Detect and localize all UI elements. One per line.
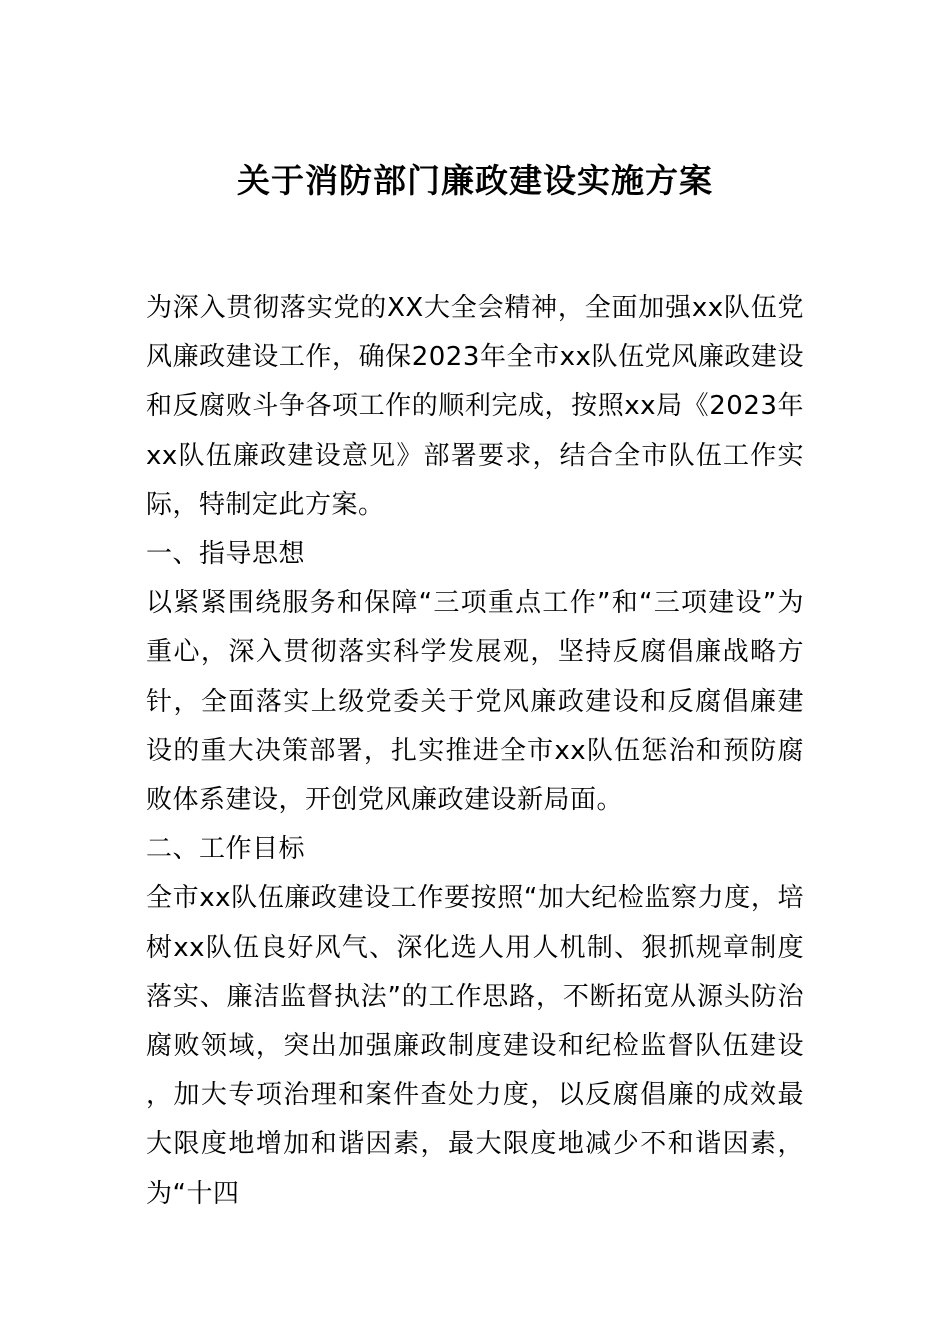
document-body <box>146 284 804 1219</box>
intro-paragraph: 为深入贯彻落实党的XX大全会精神，全面加强xx队伍党风廉政建设工作，确保2023年全市xx队伍党风廉政建设和反腐败斗争各项工作的顺利完成，按照xx局《2023年xx队伍廉政建设意见》部署要求，结合全市队伍工作实际，特制定此方案。 <box>146 293 804 520</box>
section-heading-work-goals: 二、工作目标 <box>146 834 306 865</box>
guiding-ideology-paragraph: 以紧紧围绕服务和保障“三项重点工作”和“三项建设”为重心，深入贯彻落实科学发展观，坚持反腐倡廉战略方针，全面落实上级党委关于党风廉政建设和反腐倡廉建设的重大决策部署，扎实推进全市xx队伍惩治和预防腐败体系建设，开创党风廉政建设新局面。 <box>146 588 804 816</box>
work-goals-paragraph: 全市xx队伍廉政建设工作要按照“加大纪检监察力度，培树xx队伍良好风气、深化选人用人机制、狠抓规章制度落实、廉洁监督执法”的工作思路，不断拓宽从源头防治腐败领域，突出加强廉政制度建设和纪检监督队伍建设，加大专项治理和案件查处力度，以反腐倡廉的成效最大限度地增加和谐因素，最大限度地减少不和谐因素，为“十四 <box>146 883 804 1209</box>
section-heading-guiding-ideology: 一、指导思想 <box>146 539 306 570</box>
document-title: 关于消防部门廉政建设实施方案 <box>237 161 713 200</box>
